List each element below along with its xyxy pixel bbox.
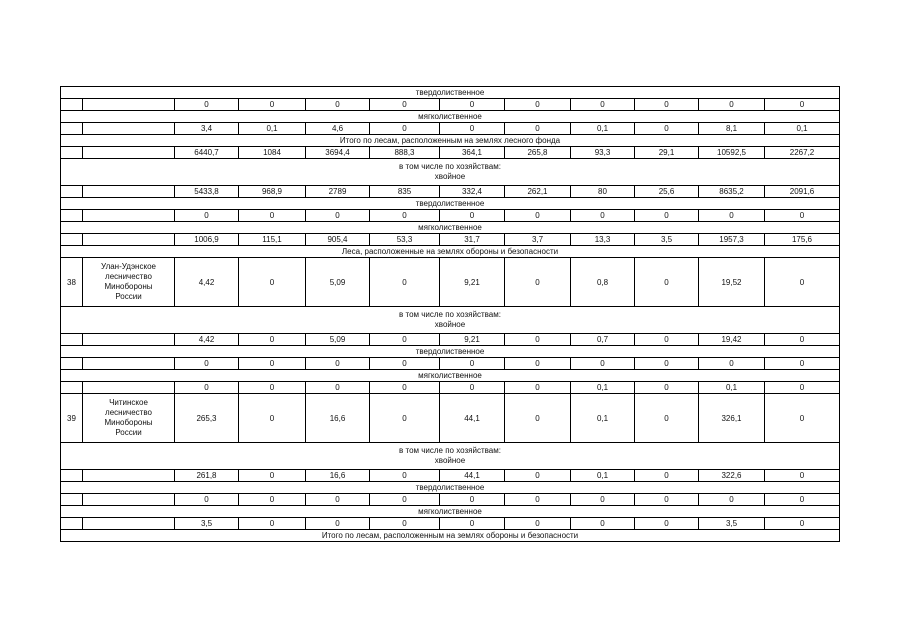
row-number bbox=[61, 186, 83, 198]
section-header-row bbox=[61, 198, 840, 210]
table-cell: 0 bbox=[175, 358, 239, 370]
section-header: мягколиственное bbox=[61, 222, 840, 234]
row-name-line: лесничество bbox=[105, 408, 152, 417]
table-cell: 1957,3 bbox=[699, 234, 765, 246]
table-cell: 0 bbox=[699, 210, 765, 222]
row-name bbox=[83, 210, 175, 222]
section-header-line: в том числе по хозяйствам: bbox=[399, 446, 501, 455]
row-number bbox=[61, 518, 83, 530]
row-number bbox=[61, 210, 83, 222]
table-cell: 0 bbox=[370, 518, 440, 530]
table-cell: 0 bbox=[306, 518, 370, 530]
table-row bbox=[61, 518, 840, 530]
table-cell: 0 bbox=[505, 494, 571, 506]
table-cell: 0 bbox=[370, 334, 440, 346]
section-header-row bbox=[61, 307, 840, 334]
table-cell: 326,1 bbox=[699, 394, 765, 443]
table-cell: 10592,5 bbox=[699, 147, 765, 159]
table-cell: 5,09 bbox=[306, 334, 370, 346]
row-number bbox=[61, 358, 83, 370]
table-cell: 0 bbox=[440, 494, 505, 506]
table-cell: 80 bbox=[571, 186, 635, 198]
table-cell: 0 bbox=[765, 518, 840, 530]
table-row bbox=[61, 123, 840, 135]
row-number: 39 bbox=[61, 394, 83, 443]
table-cell: 4,42 bbox=[175, 334, 239, 346]
table-cell: 19,42 bbox=[699, 334, 765, 346]
table-cell: 0 bbox=[505, 210, 571, 222]
table-cell: 0 bbox=[239, 334, 306, 346]
table-cell: 888,3 bbox=[370, 147, 440, 159]
table-cell: 261,8 bbox=[175, 470, 239, 482]
table-cell: 0 bbox=[765, 334, 840, 346]
table-cell: 31,7 bbox=[440, 234, 505, 246]
table-cell: 0 bbox=[239, 470, 306, 482]
row-name bbox=[83, 382, 175, 394]
table-cell: 0 bbox=[306, 494, 370, 506]
table-cell: 0 bbox=[765, 394, 840, 443]
table-cell: 0 bbox=[699, 494, 765, 506]
section-header bbox=[61, 159, 840, 186]
table-cell: 93,3 bbox=[571, 147, 635, 159]
table-cell: 0,1 bbox=[239, 123, 306, 135]
table-row bbox=[61, 186, 840, 198]
row-number bbox=[61, 234, 83, 246]
table-cell: 3,5 bbox=[699, 518, 765, 530]
table-cell: 5,09 bbox=[306, 258, 370, 307]
row-name-line: России bbox=[115, 292, 142, 301]
row-name bbox=[83, 186, 175, 198]
table-cell: 2091,6 bbox=[765, 186, 840, 198]
table-cell: 0 bbox=[699, 99, 765, 111]
table-cell: 3,4 bbox=[175, 123, 239, 135]
row-name-line: Минобороны bbox=[104, 418, 153, 427]
table-row bbox=[61, 470, 840, 482]
table-cell: 9,21 bbox=[440, 258, 505, 307]
table-cell: 0 bbox=[635, 494, 699, 506]
section-header-row bbox=[61, 87, 840, 99]
section-header-row bbox=[61, 506, 840, 518]
table-cell: 0 bbox=[635, 210, 699, 222]
table-cell: 29,1 bbox=[635, 147, 699, 159]
table-cell: 0 bbox=[765, 99, 840, 111]
section-header: твердолиственное bbox=[61, 482, 840, 494]
section-header: твердолиственное bbox=[61, 346, 840, 358]
table-cell: 0 bbox=[505, 470, 571, 482]
table-cell: 0 bbox=[635, 123, 699, 135]
table-cell: 0 bbox=[306, 358, 370, 370]
table-cell: 0 bbox=[765, 358, 840, 370]
section-header-row bbox=[61, 159, 840, 186]
table-cell: 0,8 bbox=[571, 258, 635, 307]
table-cell: 0 bbox=[306, 99, 370, 111]
row-name bbox=[83, 334, 175, 346]
table-cell: 9,21 bbox=[440, 334, 505, 346]
table-cell: 44,1 bbox=[440, 394, 505, 443]
table-cell: 0 bbox=[635, 470, 699, 482]
table-cell: 265,8 bbox=[505, 147, 571, 159]
table-row bbox=[61, 494, 840, 506]
table-cell: 0,1 bbox=[571, 382, 635, 394]
row-name-line: Улан-Удэнское bbox=[101, 262, 156, 271]
section-header-line: в том числе по хозяйствам: bbox=[399, 162, 501, 171]
row-name bbox=[83, 358, 175, 370]
table-cell: 0 bbox=[370, 99, 440, 111]
section-header bbox=[61, 443, 840, 470]
row-number bbox=[61, 494, 83, 506]
table-row bbox=[61, 334, 840, 346]
table-cell: 0 bbox=[370, 210, 440, 222]
table-cell: 265,3 bbox=[175, 394, 239, 443]
table-cell: 0 bbox=[239, 258, 306, 307]
table-cell: 19,52 bbox=[699, 258, 765, 307]
table-cell: 1006,9 bbox=[175, 234, 239, 246]
table-cell: 0 bbox=[505, 382, 571, 394]
row-name bbox=[83, 470, 175, 482]
table-cell: 0 bbox=[635, 258, 699, 307]
row-number bbox=[61, 382, 83, 394]
section-header: Итого по лесам, расположенным на землях обороны и безопасности bbox=[61, 530, 840, 542]
section-header-line: хвойное bbox=[434, 320, 466, 329]
table-cell: 0 bbox=[505, 358, 571, 370]
section-header: мягколиственное bbox=[61, 370, 840, 382]
table-cell: 0 bbox=[571, 99, 635, 111]
row-number bbox=[61, 123, 83, 135]
table-cell: 0 bbox=[765, 494, 840, 506]
table-cell: 0,1 bbox=[765, 123, 840, 135]
row-number bbox=[61, 334, 83, 346]
row-name bbox=[83, 147, 175, 159]
table-cell: 332,4 bbox=[440, 186, 505, 198]
table-cell: 0 bbox=[765, 210, 840, 222]
table-cell: 0 bbox=[370, 258, 440, 307]
table-cell: 0 bbox=[440, 99, 505, 111]
table-cell: 0 bbox=[370, 394, 440, 443]
table-row bbox=[61, 99, 840, 111]
table-cell: 16,6 bbox=[306, 470, 370, 482]
table-cell: 0 bbox=[635, 382, 699, 394]
section-header-row bbox=[61, 346, 840, 358]
section-header-row bbox=[61, 530, 840, 542]
table-cell: 0 bbox=[571, 358, 635, 370]
table-cell: 0 bbox=[239, 99, 306, 111]
section-header bbox=[61, 307, 840, 334]
document-page bbox=[60, 86, 839, 542]
table-cell: 0 bbox=[765, 382, 840, 394]
table-cell: 0 bbox=[239, 210, 306, 222]
section-header-row bbox=[61, 443, 840, 470]
table-cell: 0 bbox=[239, 358, 306, 370]
table-cell: 0,1 bbox=[699, 382, 765, 394]
table-cell: 175,6 bbox=[765, 234, 840, 246]
table-cell: 0 bbox=[765, 258, 840, 307]
table-cell: 0 bbox=[440, 358, 505, 370]
table-cell: 968,9 bbox=[239, 186, 306, 198]
row-number bbox=[61, 470, 83, 482]
table-cell: 0 bbox=[239, 494, 306, 506]
section-header: мягколиственное bbox=[61, 506, 840, 518]
table-cell: 0 bbox=[440, 382, 505, 394]
table-row bbox=[61, 147, 840, 159]
table-cell: 8635,2 bbox=[699, 186, 765, 198]
table-cell: 0 bbox=[571, 518, 635, 530]
table-cell: 0 bbox=[505, 99, 571, 111]
row-name-line: Минобороны bbox=[104, 282, 153, 291]
section-header-row bbox=[61, 370, 840, 382]
table-cell: 115,1 bbox=[239, 234, 306, 246]
table-cell: 16,6 bbox=[306, 394, 370, 443]
row-name-line: Читинское bbox=[109, 398, 148, 407]
table-cell: 1084 bbox=[239, 147, 306, 159]
table-cell: 0 bbox=[635, 334, 699, 346]
table-cell: 0 bbox=[175, 99, 239, 111]
table-cell: 262,1 bbox=[505, 186, 571, 198]
table-cell: 0 bbox=[239, 518, 306, 530]
table-cell: 364,1 bbox=[440, 147, 505, 159]
table-cell: 3,5 bbox=[175, 518, 239, 530]
table-row bbox=[61, 210, 840, 222]
row-number bbox=[61, 99, 83, 111]
table-cell: 8,1 bbox=[699, 123, 765, 135]
table-cell: 0 bbox=[175, 210, 239, 222]
table-cell: 0 bbox=[370, 123, 440, 135]
section-header-row bbox=[61, 111, 840, 123]
table-cell: 0 bbox=[370, 358, 440, 370]
table-cell: 0 bbox=[175, 494, 239, 506]
table-cell: 0,7 bbox=[571, 334, 635, 346]
row-name bbox=[83, 394, 175, 443]
table-cell: 0 bbox=[370, 494, 440, 506]
table-cell: 0 bbox=[239, 394, 306, 443]
table-cell: 0 bbox=[505, 123, 571, 135]
table-cell: 0 bbox=[699, 358, 765, 370]
section-header: мягколиственное bbox=[61, 111, 840, 123]
row-name-line: лесничество bbox=[105, 272, 152, 281]
entity-row bbox=[61, 258, 840, 307]
table-cell: 5433,8 bbox=[175, 186, 239, 198]
table-cell: 2789 bbox=[306, 186, 370, 198]
table-cell: 44,1 bbox=[440, 470, 505, 482]
table-cell: 4,42 bbox=[175, 258, 239, 307]
section-header: твердолиственное bbox=[61, 198, 840, 210]
table-row bbox=[61, 382, 840, 394]
section-header-row bbox=[61, 135, 840, 147]
table-cell: 0 bbox=[239, 382, 306, 394]
row-name-line: России bbox=[115, 428, 142, 437]
row-name bbox=[83, 123, 175, 135]
table-cell: 3694,4 bbox=[306, 147, 370, 159]
table-cell: 4,6 bbox=[306, 123, 370, 135]
table-cell: 0 bbox=[505, 394, 571, 443]
section-header-row bbox=[61, 222, 840, 234]
section-header: Леса, расположенные на землях обороны и безопасности bbox=[61, 246, 840, 258]
row-name bbox=[83, 234, 175, 246]
row-number: 38 bbox=[61, 258, 83, 307]
table-cell: 0,1 bbox=[571, 394, 635, 443]
table-cell: 0 bbox=[765, 470, 840, 482]
section-header-line: хвойное bbox=[434, 172, 466, 181]
table-cell: 0 bbox=[440, 123, 505, 135]
table-cell: 0,1 bbox=[571, 123, 635, 135]
section-header-row bbox=[61, 482, 840, 494]
table-cell: 0 bbox=[571, 210, 635, 222]
entity-row bbox=[61, 394, 840, 443]
section-header-row bbox=[61, 246, 840, 258]
section-header: Итого по лесам, расположенным на землях лесного фонда bbox=[61, 135, 840, 147]
table-cell: 13,3 bbox=[571, 234, 635, 246]
table-cell: 0 bbox=[306, 210, 370, 222]
table-cell: 0,1 bbox=[571, 470, 635, 482]
row-name bbox=[83, 494, 175, 506]
table-cell: 3,5 bbox=[635, 234, 699, 246]
table-cell: 0 bbox=[635, 518, 699, 530]
table-cell: 0 bbox=[505, 334, 571, 346]
row-name bbox=[83, 258, 175, 307]
table-row bbox=[61, 358, 840, 370]
table-cell: 0 bbox=[635, 358, 699, 370]
section-header: твердолиственное bbox=[61, 87, 840, 99]
table-cell: 53,3 bbox=[370, 234, 440, 246]
table-cell: 0 bbox=[635, 394, 699, 443]
table-cell: 0 bbox=[571, 494, 635, 506]
table-row bbox=[61, 234, 840, 246]
table-cell: 322,6 bbox=[699, 470, 765, 482]
table-cell: 3,7 bbox=[505, 234, 571, 246]
section-header-line: хвойное bbox=[434, 456, 466, 465]
table-cell: 0 bbox=[440, 210, 505, 222]
table-cell: 0 bbox=[505, 518, 571, 530]
table-cell: 25,6 bbox=[635, 186, 699, 198]
row-name bbox=[83, 99, 175, 111]
row-name bbox=[83, 518, 175, 530]
table-cell: 0 bbox=[370, 470, 440, 482]
forest-data-table bbox=[60, 86, 840, 542]
table-cell: 905,4 bbox=[306, 234, 370, 246]
section-header-line: в том числе по хозяйствам: bbox=[399, 310, 501, 319]
table-cell: 0 bbox=[306, 382, 370, 394]
table-cell: 0 bbox=[635, 99, 699, 111]
table-cell: 0 bbox=[370, 382, 440, 394]
table-cell: 0 bbox=[440, 518, 505, 530]
table-cell: 0 bbox=[175, 382, 239, 394]
table-cell: 835 bbox=[370, 186, 440, 198]
table-cell: 0 bbox=[505, 258, 571, 307]
table-cell: 2267,2 bbox=[765, 147, 840, 159]
table-cell: 6440,7 bbox=[175, 147, 239, 159]
row-number bbox=[61, 147, 83, 159]
